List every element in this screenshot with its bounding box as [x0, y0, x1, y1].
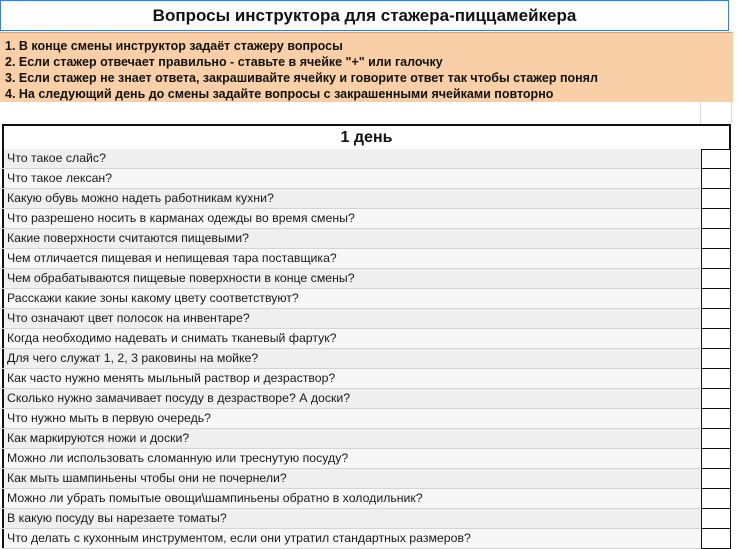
question-cell[interactable]: Чем отличается пищевая и непищевая тара поставщика? [2, 249, 701, 268]
answer-checkbox-cell[interactable] [701, 489, 731, 509]
day-header[interactable]: 1 день [2, 124, 731, 149]
question-cell[interactable]: Как часто нужно менять мыльный раствор и дезраствор? [2, 369, 701, 388]
answer-checkbox-cell[interactable] [701, 429, 731, 449]
answer-checkbox-cell[interactable] [701, 289, 731, 309]
question-cell[interactable]: Что делать с кухонным инструментом, если они утратил стандартных размеров? [2, 529, 701, 548]
table-row [2, 169, 731, 189]
table-row [2, 409, 731, 429]
questions-table [2, 149, 731, 549]
answer-checkbox-cell[interactable] [701, 409, 731, 429]
gridline [700, 102, 701, 124]
table-row [2, 149, 731, 169]
question-cell[interactable]: Как мыть шампиньены чтобы они не почернели? [2, 469, 701, 488]
question-cell[interactable]: Чем обрабатываются пищевые поверхности в конце смены? [2, 269, 701, 288]
table-row [2, 389, 731, 409]
question-cell[interactable]: Что нужно мыть в первую очередь? [2, 409, 701, 428]
answer-checkbox-cell[interactable] [701, 169, 731, 189]
instruction-line: 2. Если стажер отвечает правильно - ставьте в ячейке "+" или галочку [5, 55, 443, 69]
table-row [2, 369, 731, 389]
question-cell[interactable]: Когда необходимо надевать и снимать тканевый фартук? [2, 329, 701, 348]
answer-checkbox-cell[interactable] [701, 529, 731, 549]
table-row [2, 449, 731, 469]
table-row [2, 489, 731, 509]
title-side-cell[interactable] [729, 0, 737, 31]
answer-checkbox-cell[interactable] [701, 269, 731, 289]
answer-checkbox-cell[interactable] [701, 189, 731, 209]
answer-checkbox-cell[interactable] [701, 329, 731, 349]
answer-checkbox-cell[interactable] [701, 209, 731, 229]
question-cell[interactable]: Сколько нужно замачивает посуду в дезрастворе? А доски? [2, 389, 701, 408]
instruction-line: 1. В конце смены инструктор задаёт стажеру вопросы [5, 39, 343, 53]
table-row [2, 289, 731, 309]
question-cell[interactable]: Что такое лексан? [2, 169, 701, 188]
answer-checkbox-cell[interactable] [701, 349, 731, 369]
question-cell[interactable]: Для чего служат 1, 2, 3 раковины на мойке? [2, 349, 701, 368]
question-cell[interactable]: Можно ли убрать помытые овощи\шампиньены обратно в холодильник? [2, 489, 701, 508]
question-cell[interactable]: Что такое слайс? [2, 149, 701, 168]
answer-checkbox-cell[interactable] [701, 149, 731, 169]
answer-checkbox-cell[interactable] [701, 369, 731, 389]
answer-checkbox-cell[interactable] [701, 309, 731, 329]
table-row [2, 209, 731, 229]
answer-checkbox-cell[interactable] [701, 469, 731, 489]
table-row [2, 329, 731, 349]
table-row [2, 229, 731, 249]
answer-checkbox-cell[interactable] [701, 229, 731, 249]
question-cell[interactable]: Какую обувь можно надеть работникам кухни? [2, 189, 701, 208]
question-cell[interactable]: Расскажи какие зоны какому цвету соответствуют? [2, 289, 701, 308]
empty-row[interactable] [0, 102, 737, 124]
table-row [2, 469, 731, 489]
question-cell[interactable]: Что означают цвет полосок на инвентаре? [2, 309, 701, 328]
question-cell[interactable]: Что разрешено носить в карманах одежды во время смены? [2, 209, 701, 228]
answer-checkbox-cell[interactable] [701, 249, 731, 269]
table-row [2, 349, 731, 369]
question-cell[interactable]: В какую посуду вы нарезаете томаты? [2, 509, 701, 528]
table-row [2, 509, 731, 529]
table-row [2, 189, 731, 209]
table-row [2, 429, 731, 449]
question-cell[interactable]: Можно ли использовать сломанную или треснутую посуду? [2, 449, 701, 468]
question-cell[interactable]: Как маркируются ножи и доски? [2, 429, 701, 448]
instruction-line: 3. Если стажер не знает ответа, закрашивайте ячейку и говорите ответ так чтобы стажер понял [5, 71, 598, 85]
table-row [2, 269, 731, 289]
sheet-title[interactable]: Вопросы инструктора для стажера-пиццамейкера [0, 0, 729, 31]
answer-checkbox-cell[interactable] [701, 389, 731, 409]
answer-checkbox-cell[interactable] [701, 509, 731, 529]
table-row [2, 529, 731, 549]
answer-checkbox-cell[interactable] [701, 449, 731, 469]
instruction-line: 4. На следующий день до смены задайте вопросы с закрашенными ячейками повторно [5, 87, 554, 101]
table-row [2, 249, 731, 269]
question-cell[interactable]: Какие поверхности считаются пищевыми? [2, 229, 701, 248]
table-row [2, 309, 731, 329]
gridline [731, 102, 732, 124]
instructions-block[interactable] [0, 32, 733, 102]
